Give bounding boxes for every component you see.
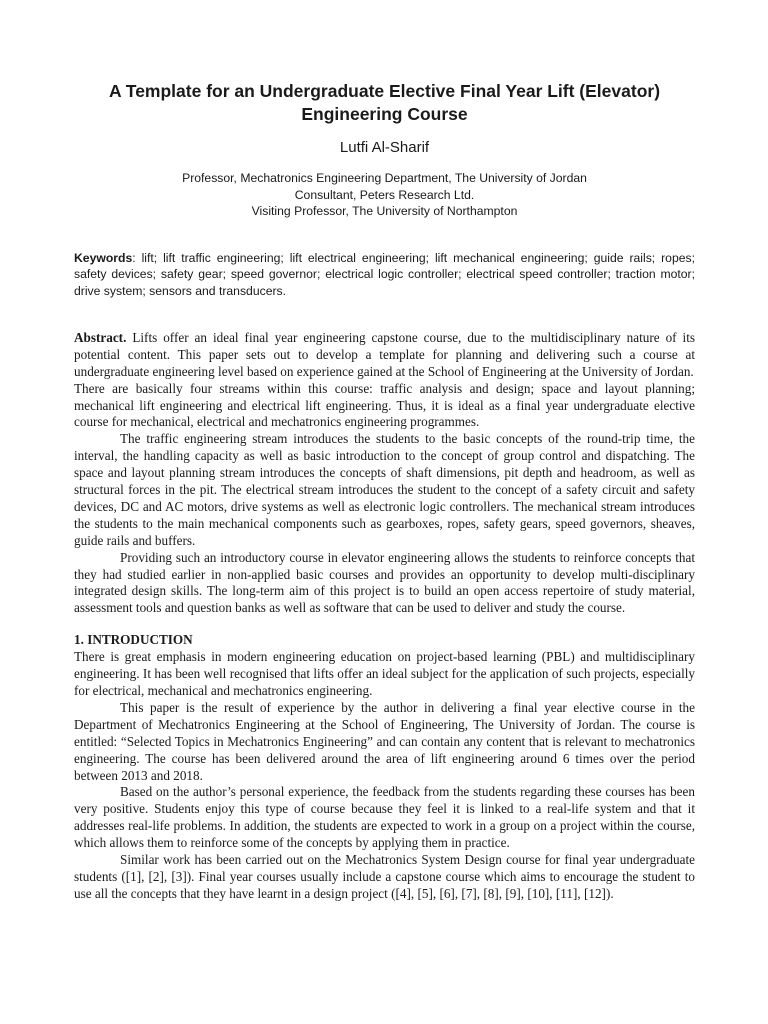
intro-paragraph: Similar work has been carried out on the Mechatronics System Design course for final year undergraduate students ([1], [2], [3]). Final year courses usually include a capstone course which aims to encourage the student to use all the concepts that they have learnt in a design project ([4], [5], [6], [7], [8], [9], [10], [11], [12]).	[74, 852, 695, 901]
introduction-section	[74, 649, 695, 903]
intro-paragraph: There is great emphasis in modern engineering education on project-based learning (PBL) and multidisciplinary engineering. It has been well recognised that lifts offer an ideal subject for the application of such projects, especially for electrical, mechanical and mechatronics engineering.	[74, 649, 695, 699]
abstract-paragraph: Providing such an introductory course in elevator engineering allows the students to reinforce concepts that they had studied earlier in non-applied basic courses and provides an opportunity to develop multi-disciplinary integrated design skills. The long-term aim of this project is to build an open access repertoire of study material, assessment tools and question banks as well as software that can be used to deliver and study the course.	[74, 549, 695, 616]
intro-paragraph: Based on the author’s personal experience, the feedback from the students regarding these courses has been very positive. Students enjoy this type of course because they feel it is linked to a real-life system and that it addresses real-life problems. In addition, the students are expected to work in a group on a project within the course, which allows them to reinforce some of the concepts by applying them in practice.	[74, 784, 695, 851]
abstract-text: Lifts offer an ideal final year engineering capstone course, due to the multidisciplinary nature of its potential content. This paper sets out to develop a template for planning and delivering such a course at undergraduate engineering level based on experience gained at the School of Engineering at the University of Jordan.	[74, 329, 695, 379]
title-line-2: Engineering Course	[301, 104, 468, 124]
paper-title	[74, 80, 695, 126]
intro-paragraph: This paper is the result of experience by the author in delivering a final year elective course in the Department of Mechatronics Engineering at the School of Engineering, The University of Jordan. The course is entitled: “Selected Topics in Mechatronics Engineering” and can contain any content that is relevant to mechatronics engineering. The course has been delivered around the area of lift engineering around 6 times over the period between 2013 and 2018.	[74, 699, 695, 783]
affiliations	[74, 170, 695, 220]
abstract-paragraph: The traffic engineering stream introduces the students to the basic concepts of the round-trip time, the interval, the handling capacity as well as basic introduction to the concept of group control and dispatching. The space and layout planning stream introduces the concepts of shaft dimensions, pit depth and headroom, as well as structural forces in the pit. The electrical stream introduces the student to the concept of a safety circuit and safety devices, DC and AC motors, drive systems as well as electronic logic controllers. The mechanical stream introduces the students to the main mechanical components such as gearboxes, ropes, safety gears, speed governors, sheaves, guide rails and buffers.	[74, 431, 695, 548]
abstract-paragraph	[74, 330, 695, 381]
affiliation-line: Professor, Mechatronics Engineering Department, The University of Jordan	[182, 171, 587, 185]
author-name: Lutfi Al-Sharif	[339, 139, 430, 156]
affiliation-line: Consultant, Peters Research Ltd.	[294, 187, 475, 202]
abstract-paragraph: There are basically four streams within this course: traffic analysis and design; space and layout planning; mechanical lift engineering and electrical lift engineering. Thus, it is ideal as a final year undergraduate elective course for mechanical, electrical and mechatronics engineering programmes.	[74, 380, 695, 430]
keywords-label: Keywords	[74, 250, 133, 265]
abstract-label: Abstract.	[74, 329, 127, 345]
section-heading-introduction: 1. INTRODUCTION	[74, 632, 193, 648]
abstract	[74, 330, 695, 617]
keywords-block	[74, 250, 695, 300]
title-line-1: A Template for an Undergraduate Elective Final Year Lift (Elevator)	[108, 81, 661, 101]
affiliation-line: Visiting Professor, The University of Northampton	[251, 204, 518, 218]
keywords-text: : lift; lift traffic engineering; lift electrical engineering; lift mechanical engineering; guide rails; ropes; safety devices; safety gear; speed governor; electrical logic controller; electrical speed controller; traction motor; drive system; sensors and transducers.	[74, 250, 695, 299]
